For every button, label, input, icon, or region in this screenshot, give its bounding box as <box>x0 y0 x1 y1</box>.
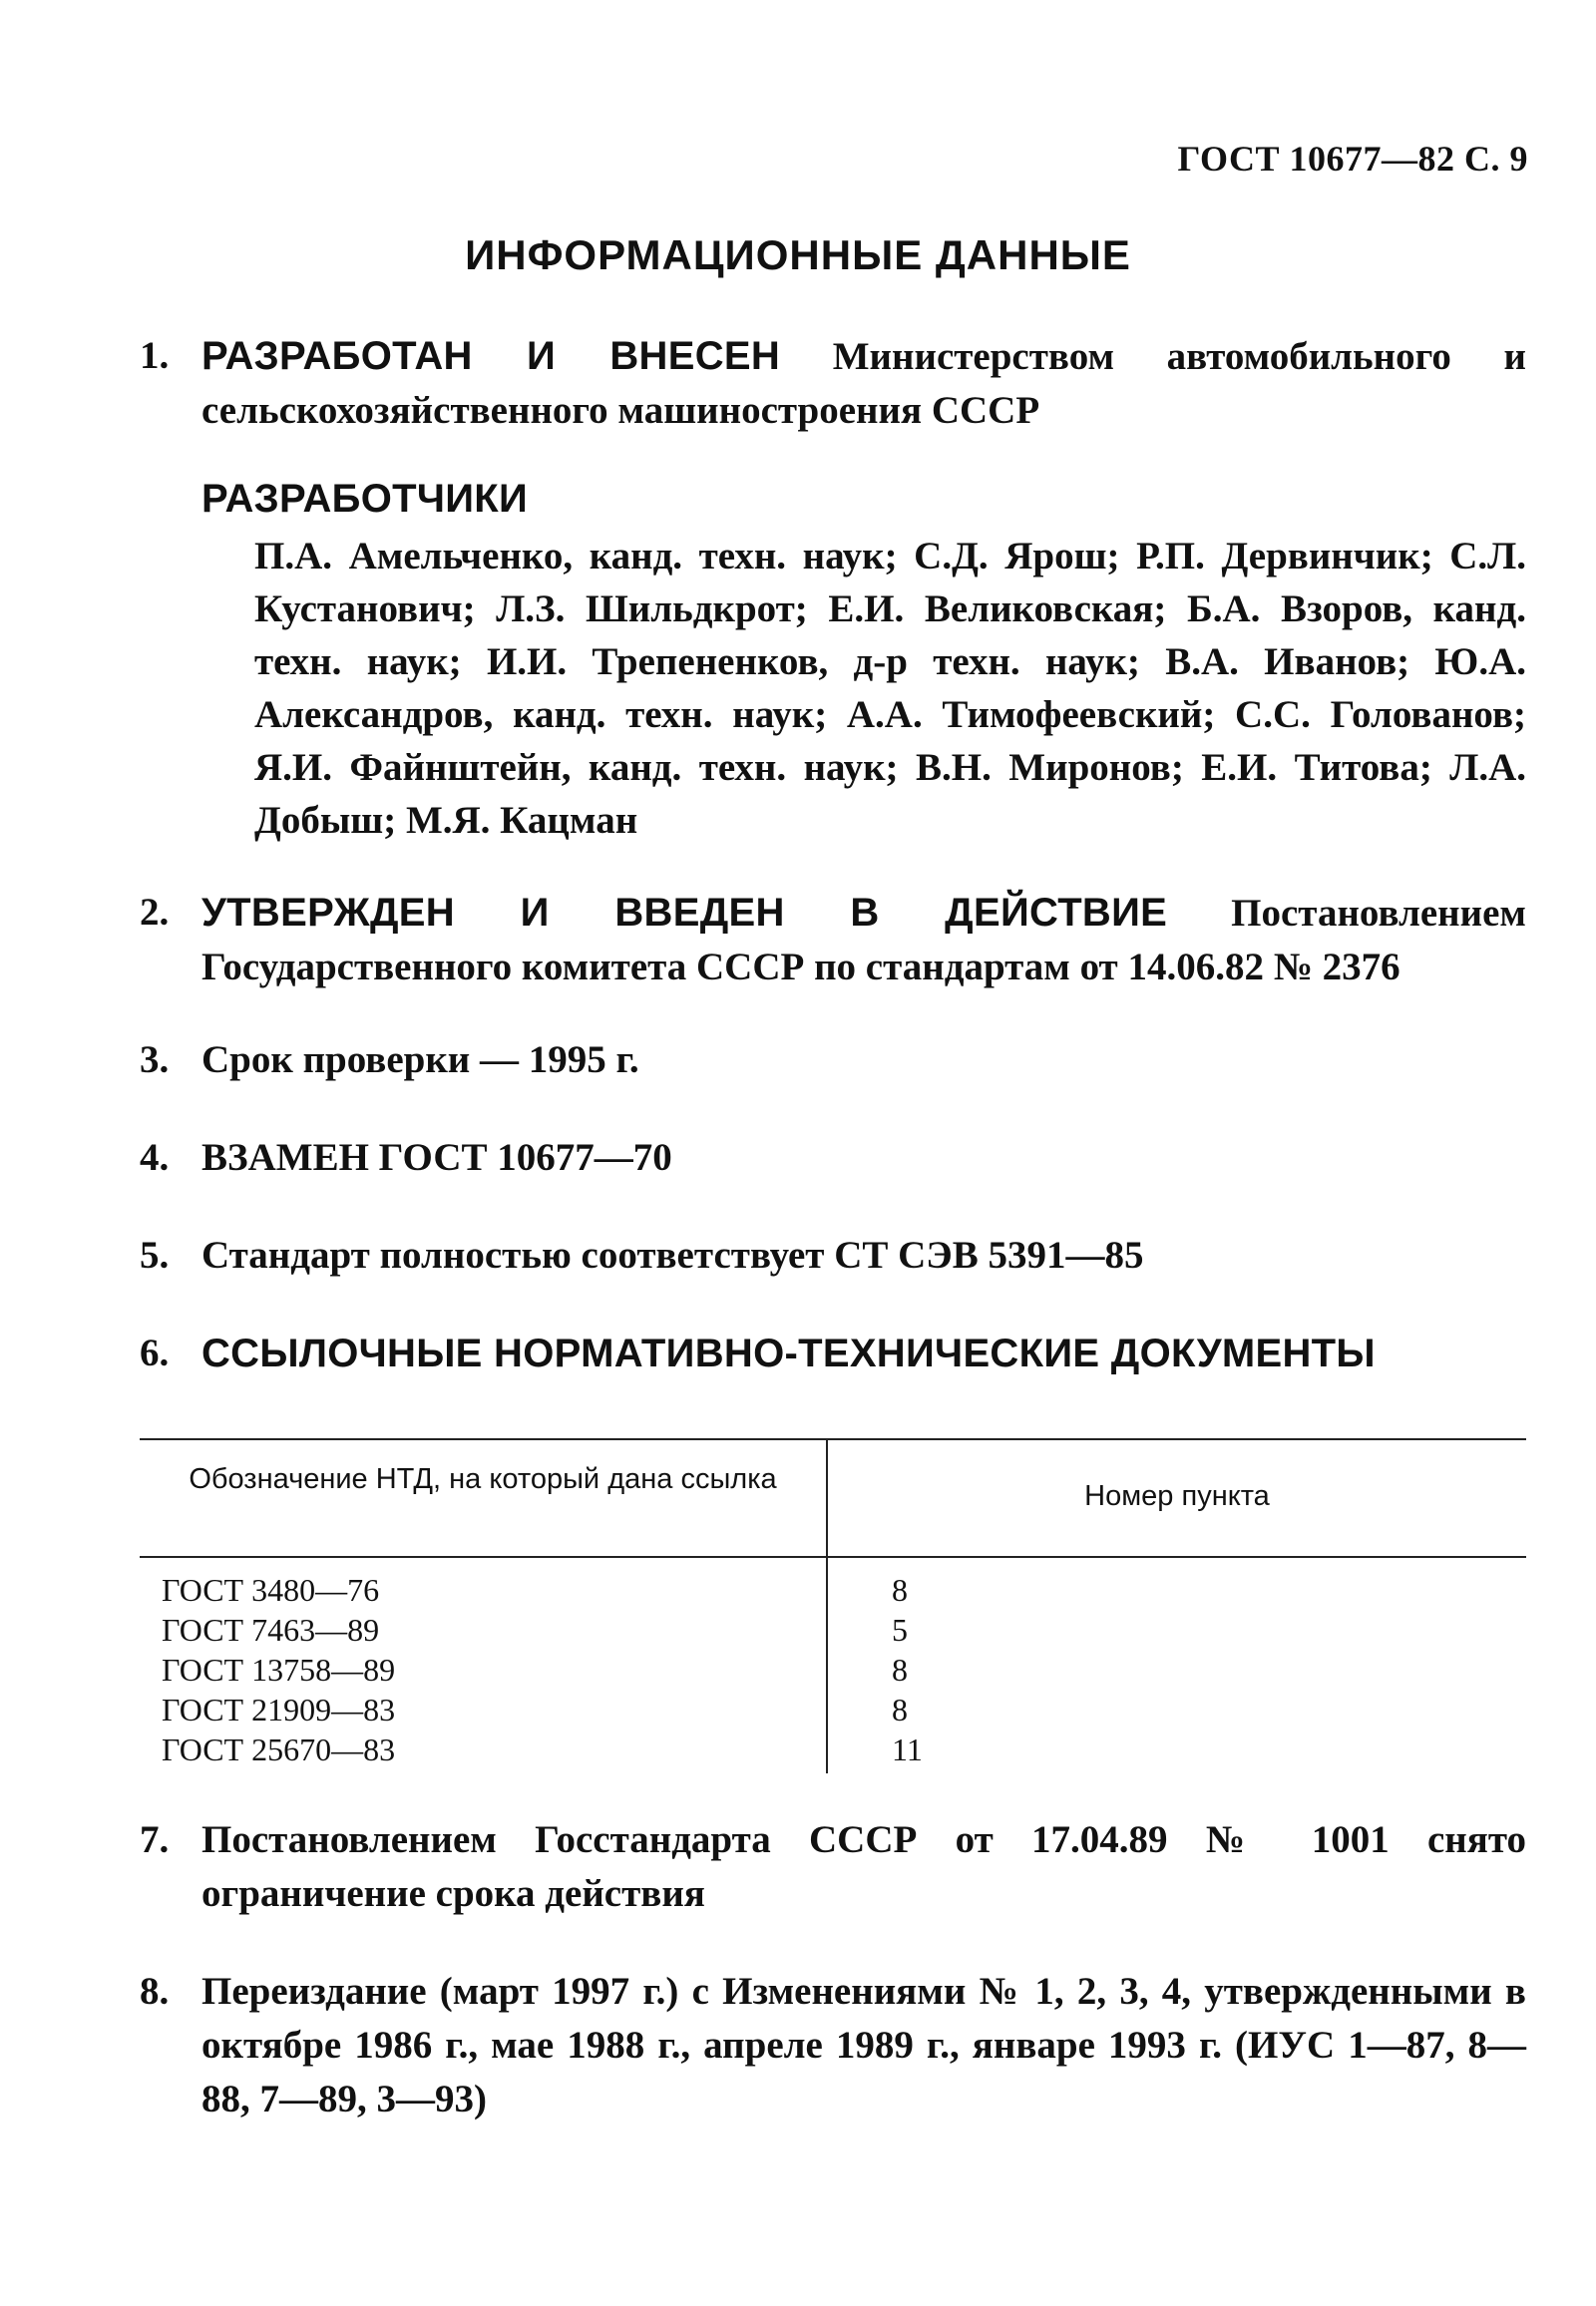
table-header-rule <box>140 1556 1526 1558</box>
section-5 <box>140 1229 1526 1283</box>
section-3-number: 3. <box>140 1038 170 1081</box>
table-header-designation: Обозначение НТД, на который дана ссылка <box>189 1463 777 1495</box>
table-designation-column <box>162 1570 395 1769</box>
table-row-doc: ГОСТ 3480—76 <box>162 1572 380 1608</box>
section-1 <box>140 329 1526 438</box>
section-6 <box>140 1327 1526 1380</box>
section-4 <box>140 1131 1526 1185</box>
section-2-lead: УТВЕРЖДЕН И ВВЕДЕН В ДЕЙСТВИЕ <box>201 891 1168 935</box>
table-row-doc: ГОСТ 21909—83 <box>162 1692 396 1728</box>
developers-list: П.А. Амельченко, канд. техн. наук; С.Д. Ярош; Р.П. Дервинчик; С.Л. Кустанович; Л.З. Шильдкрот; Е.И. Великовская; Б.А. Взоров, канд. техн. наук; И.И. Трепененков, д-р техн. наук; В.А. Иванов; Ю.А. Александров, канд. техн. наук; А.А. Тимофеевский; С.С. Голованов; Я.И. Файнштейн, канд. техн. наук; В.Н. Миронов; Е.И. Титова; Л.А. Добыш; М.Я. Кацман <box>254 535 1526 842</box>
table-header-clause-number: Номер пункта <box>1084 1480 1270 1512</box>
table-row-doc: ГОСТ 13758—89 <box>162 1652 396 1688</box>
section-3-text: Срок проверки — 1995 г. <box>201 1038 639 1081</box>
table-row-clause: 11 <box>892 1731 923 1767</box>
section-1-text <box>201 329 1526 438</box>
section-1-lead: РАЗРАБОТАН И ВНЕСЕН <box>201 334 781 378</box>
table-row-doc: ГОСТ 25670—83 <box>162 1731 396 1767</box>
section-2 <box>140 886 1526 994</box>
table-row-doc: ГОСТ 7463—89 <box>162 1612 380 1648</box>
table-row-clause: 8 <box>892 1652 908 1688</box>
section-4-text: ВЗАМЕН ГОСТ 10677—70 <box>201 1136 672 1179</box>
section-7-number: 7. <box>140 1818 170 1861</box>
section-8-number: 8. <box>140 1970 170 2013</box>
section-1-body: Министерством автомобильного и сельскохозяйственного машиностроения СССР <box>201 335 1526 432</box>
table-top-rule <box>140 1438 1526 1440</box>
page-title: ИНФОРМАЦИОННЫЕ ДАННЫЕ <box>465 231 1131 278</box>
section-3 <box>140 1033 1526 1087</box>
table-row-clause: 5 <box>892 1612 908 1648</box>
section-2-text <box>201 886 1526 994</box>
table-row-clause: 8 <box>892 1572 908 1608</box>
table-row-clause: 8 <box>892 1692 908 1728</box>
section-2-number: 2. <box>140 891 170 934</box>
section-1-number: 1. <box>140 334 170 377</box>
table-column-divider <box>826 1438 828 1773</box>
section-8-text: Переиздание (март 1997 г.) с Изменениями № 1, 2, 3, 4, утвержденными в октябре 1986 г., мае 1988 г., апреле 1989 г., январе 1993 г. (ИУС 1—87, 8—88, 7—89, 3—93) <box>201 1970 1526 2120</box>
table-clause-column <box>892 1570 923 1769</box>
section-6-number: 6. <box>140 1332 170 1374</box>
section-8 <box>140 1965 1526 2126</box>
section-5-text: Стандарт полностью соответствует СТ СЭВ 5391—85 <box>201 1234 1144 1277</box>
section-4-number: 4. <box>140 1136 170 1179</box>
section-7-text: Постановлением Госстандарта СССР от 17.04.89 № 1001 снято ограничение срока действия <box>201 1818 1526 1915</box>
developers-heading: РАЗРАБОТЧИКИ <box>201 477 529 521</box>
page-header-reference: ГОСТ 10677—82 С. 9 <box>1177 139 1528 179</box>
section-5-number: 5. <box>140 1234 170 1277</box>
section-2-body: Постановлением Государственного комитета СССР по стандартам от 14.06.82 № 2376 <box>201 892 1526 988</box>
section-7 <box>140 1813 1526 1921</box>
section-6-text: ССЫЛОЧНЫЕ НОРМАТИВНО-ТЕХНИЧЕСКИЕ ДОКУМЕНТЫ <box>201 1332 1376 1375</box>
